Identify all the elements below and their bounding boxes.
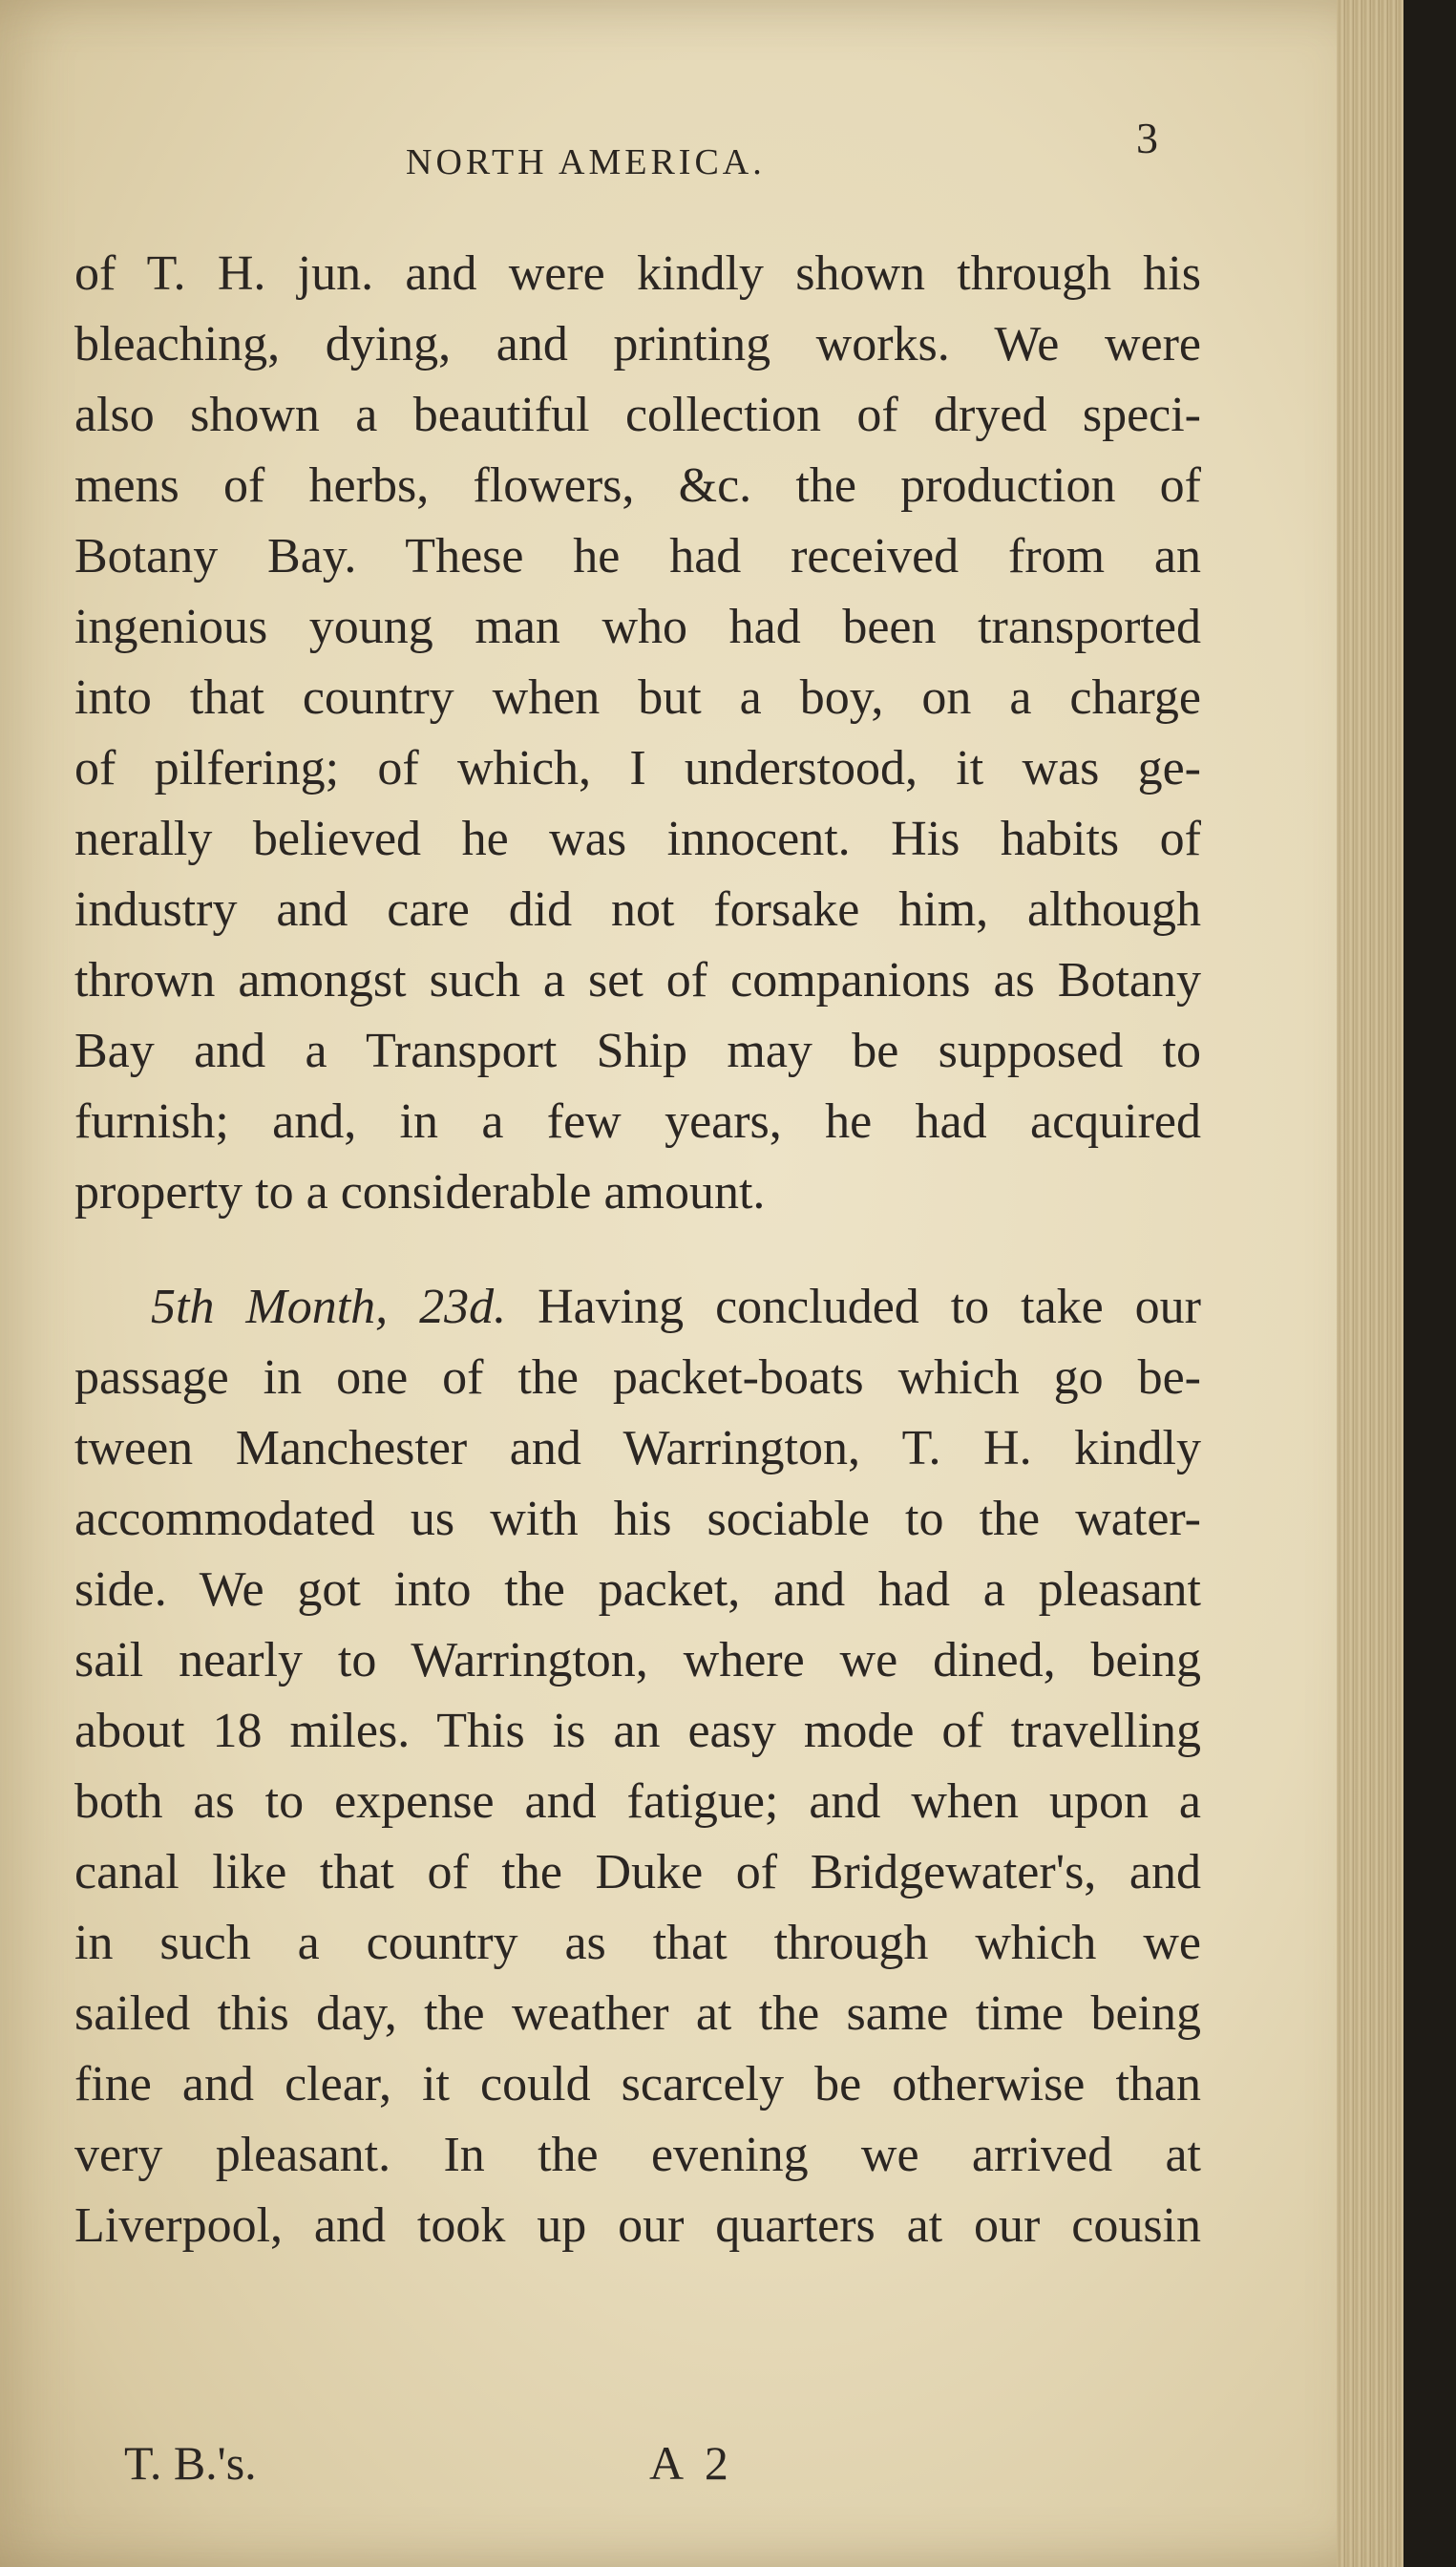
text-line: fine and clear, it could scarcely be otherwise than	[74, 2057, 1201, 2111]
text-line-first	[74, 1272, 1201, 1343]
text-line: accommodated us with his sociable to the water-	[74, 1492, 1201, 1546]
text-line: Bay and a Transport Ship may be supposed to	[74, 1024, 1201, 1078]
text-line: of T. H. jun. and were kindly shown through his	[74, 246, 1201, 301]
first-line-rest: Having concluded to take our	[538, 1280, 1201, 1334]
text-line: Botany Bay. These he had received from an	[74, 529, 1201, 583]
text-line: sailed this day, the weather at the same time being	[74, 1986, 1201, 2041]
paragraph-1	[74, 239, 1220, 1228]
text-line: Liverpool, and took up our quarters at our cousin	[74, 2198, 1201, 2253]
text-line: of pilfering; of which, I understood, it was ge-	[74, 741, 1201, 796]
page-edge	[1337, 0, 1403, 2567]
text-line: tween Manchester and Warrington, T. H. kindly	[74, 1421, 1201, 1475]
body-text	[74, 239, 1220, 2261]
text-line: both as to expense and fatigue; and when upon a	[74, 1774, 1201, 1829]
paragraph-2	[74, 1272, 1220, 2261]
text-line: ingenious young man who had been transported	[74, 600, 1201, 654]
text-line: bleaching, dying, and printing works. We were	[74, 317, 1201, 371]
text-line: nerally believed he was innocent. His habits of	[74, 812, 1201, 866]
text-line: sail nearly to Warrington, where we dined, being	[74, 1633, 1201, 1687]
text-line: mens of herbs, flowers, &c. the production of	[74, 458, 1201, 513]
text-line: about 18 miles. This is an easy mode of travelling	[74, 1704, 1201, 1758]
text-line: passage in one of the packet-boats which go be-	[74, 1350, 1201, 1405]
running-head: NORTH AMERICA.	[406, 142, 766, 182]
text-line: side. We got into the packet, and had a pleasant	[74, 1562, 1201, 1617]
entry-date: 5th Month, 23d.	[151, 1280, 507, 1334]
text-line: canal like that of the Duke of Bridgewater's, and	[74, 1845, 1201, 1899]
text-line: also shown a beautiful collection of dryed speci-	[74, 388, 1201, 442]
text-line: furnish; and, in a few years, he had acquired	[74, 1094, 1201, 1149]
text-line: very pleasant. In the evening we arrived at	[74, 2128, 1201, 2182]
text-line: industry and care did not forsake him, although	[74, 882, 1201, 937]
text-line: in such a country as that through which we	[74, 1916, 1201, 1970]
text-line: thrown amongst such a set of companions as Botany	[74, 953, 1201, 1008]
final-line: T. B.'s.	[124, 2436, 257, 2490]
page-number: 3	[1136, 114, 1158, 162]
text-line: property to a considerable amount.	[74, 1165, 766, 1220]
text-line: into that country when but a boy, on a charge	[74, 670, 1201, 725]
paragraph-gap	[74, 1228, 1220, 1272]
signature-mark: A 2	[649, 2436, 734, 2490]
